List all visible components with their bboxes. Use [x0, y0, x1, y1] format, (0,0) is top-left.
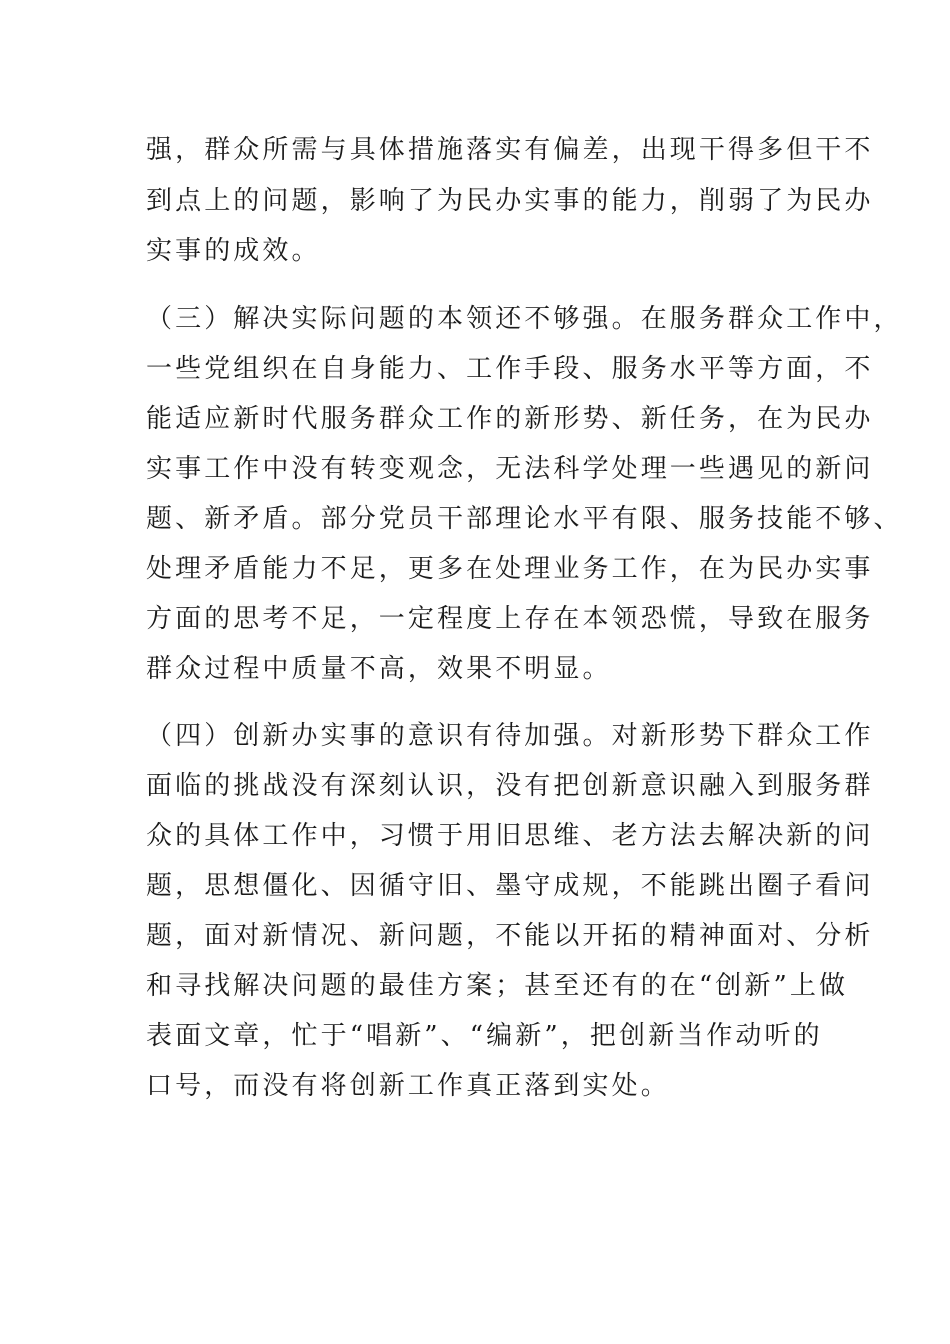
text-line: 实事的成效。 — [146, 236, 321, 266]
text-line: 题、新矛盾。部分党员干部理论水平有限、服务技能不够、 — [146, 504, 903, 534]
text-line: 和寻找解决问题的最佳方案；甚至还有的在“创新”上做 — [146, 971, 849, 1001]
text-line: 实事工作中没有转变观念，无法科学处理一些遇见的新问 — [146, 454, 874, 484]
text-line: 方面的思考不足，一定程度上存在本领恐慌，导致在服务 — [146, 604, 874, 634]
text-line: 一些党组织在自身能力、工作手段、服务水平等方面，不 — [146, 354, 874, 384]
text-line: 题，面对新情况、新问题，不能以开拓的精神面对、分析 — [146, 921, 874, 951]
text-line: 面临的挑战没有深刻认识，没有把创新意识融入到服务群 — [146, 771, 874, 801]
text-line: 到点上的问题，影响了为民办实事的能力，削弱了为民办 — [146, 186, 874, 216]
text-line: 处理矛盾能力不足，更多在处理业务工作，在为民办实事 — [146, 554, 874, 584]
text-line: 众的具体工作中，习惯于用旧思维、老方法去解决新的问 — [146, 821, 874, 851]
text-line: （四）创新办实事的意识有待加强。对新形势下群众工作 — [146, 721, 874, 751]
text-line: 能适应新时代服务群众工作的新形势、新任务，在为民办 — [146, 404, 874, 434]
text-line: 题，思想僵化、因循守旧、墨守成规，不能跳出圈子看问 — [146, 871, 874, 901]
text-line: 群众过程中质量不高，效果不明显。 — [146, 654, 612, 684]
text-line: 表面文章，忙于“唱新”、“编新”，把创新当作动听的 — [146, 1021, 823, 1051]
text-line: 强，群众所需与具体措施落实有偏差，出现干得多但干不 — [146, 135, 874, 165]
text-line: （三）解决实际问题的本领还不够强。在服务群众工作中， — [146, 304, 903, 334]
text-line: 口号，而没有将创新工作真正落到实处。 — [146, 1071, 670, 1101]
